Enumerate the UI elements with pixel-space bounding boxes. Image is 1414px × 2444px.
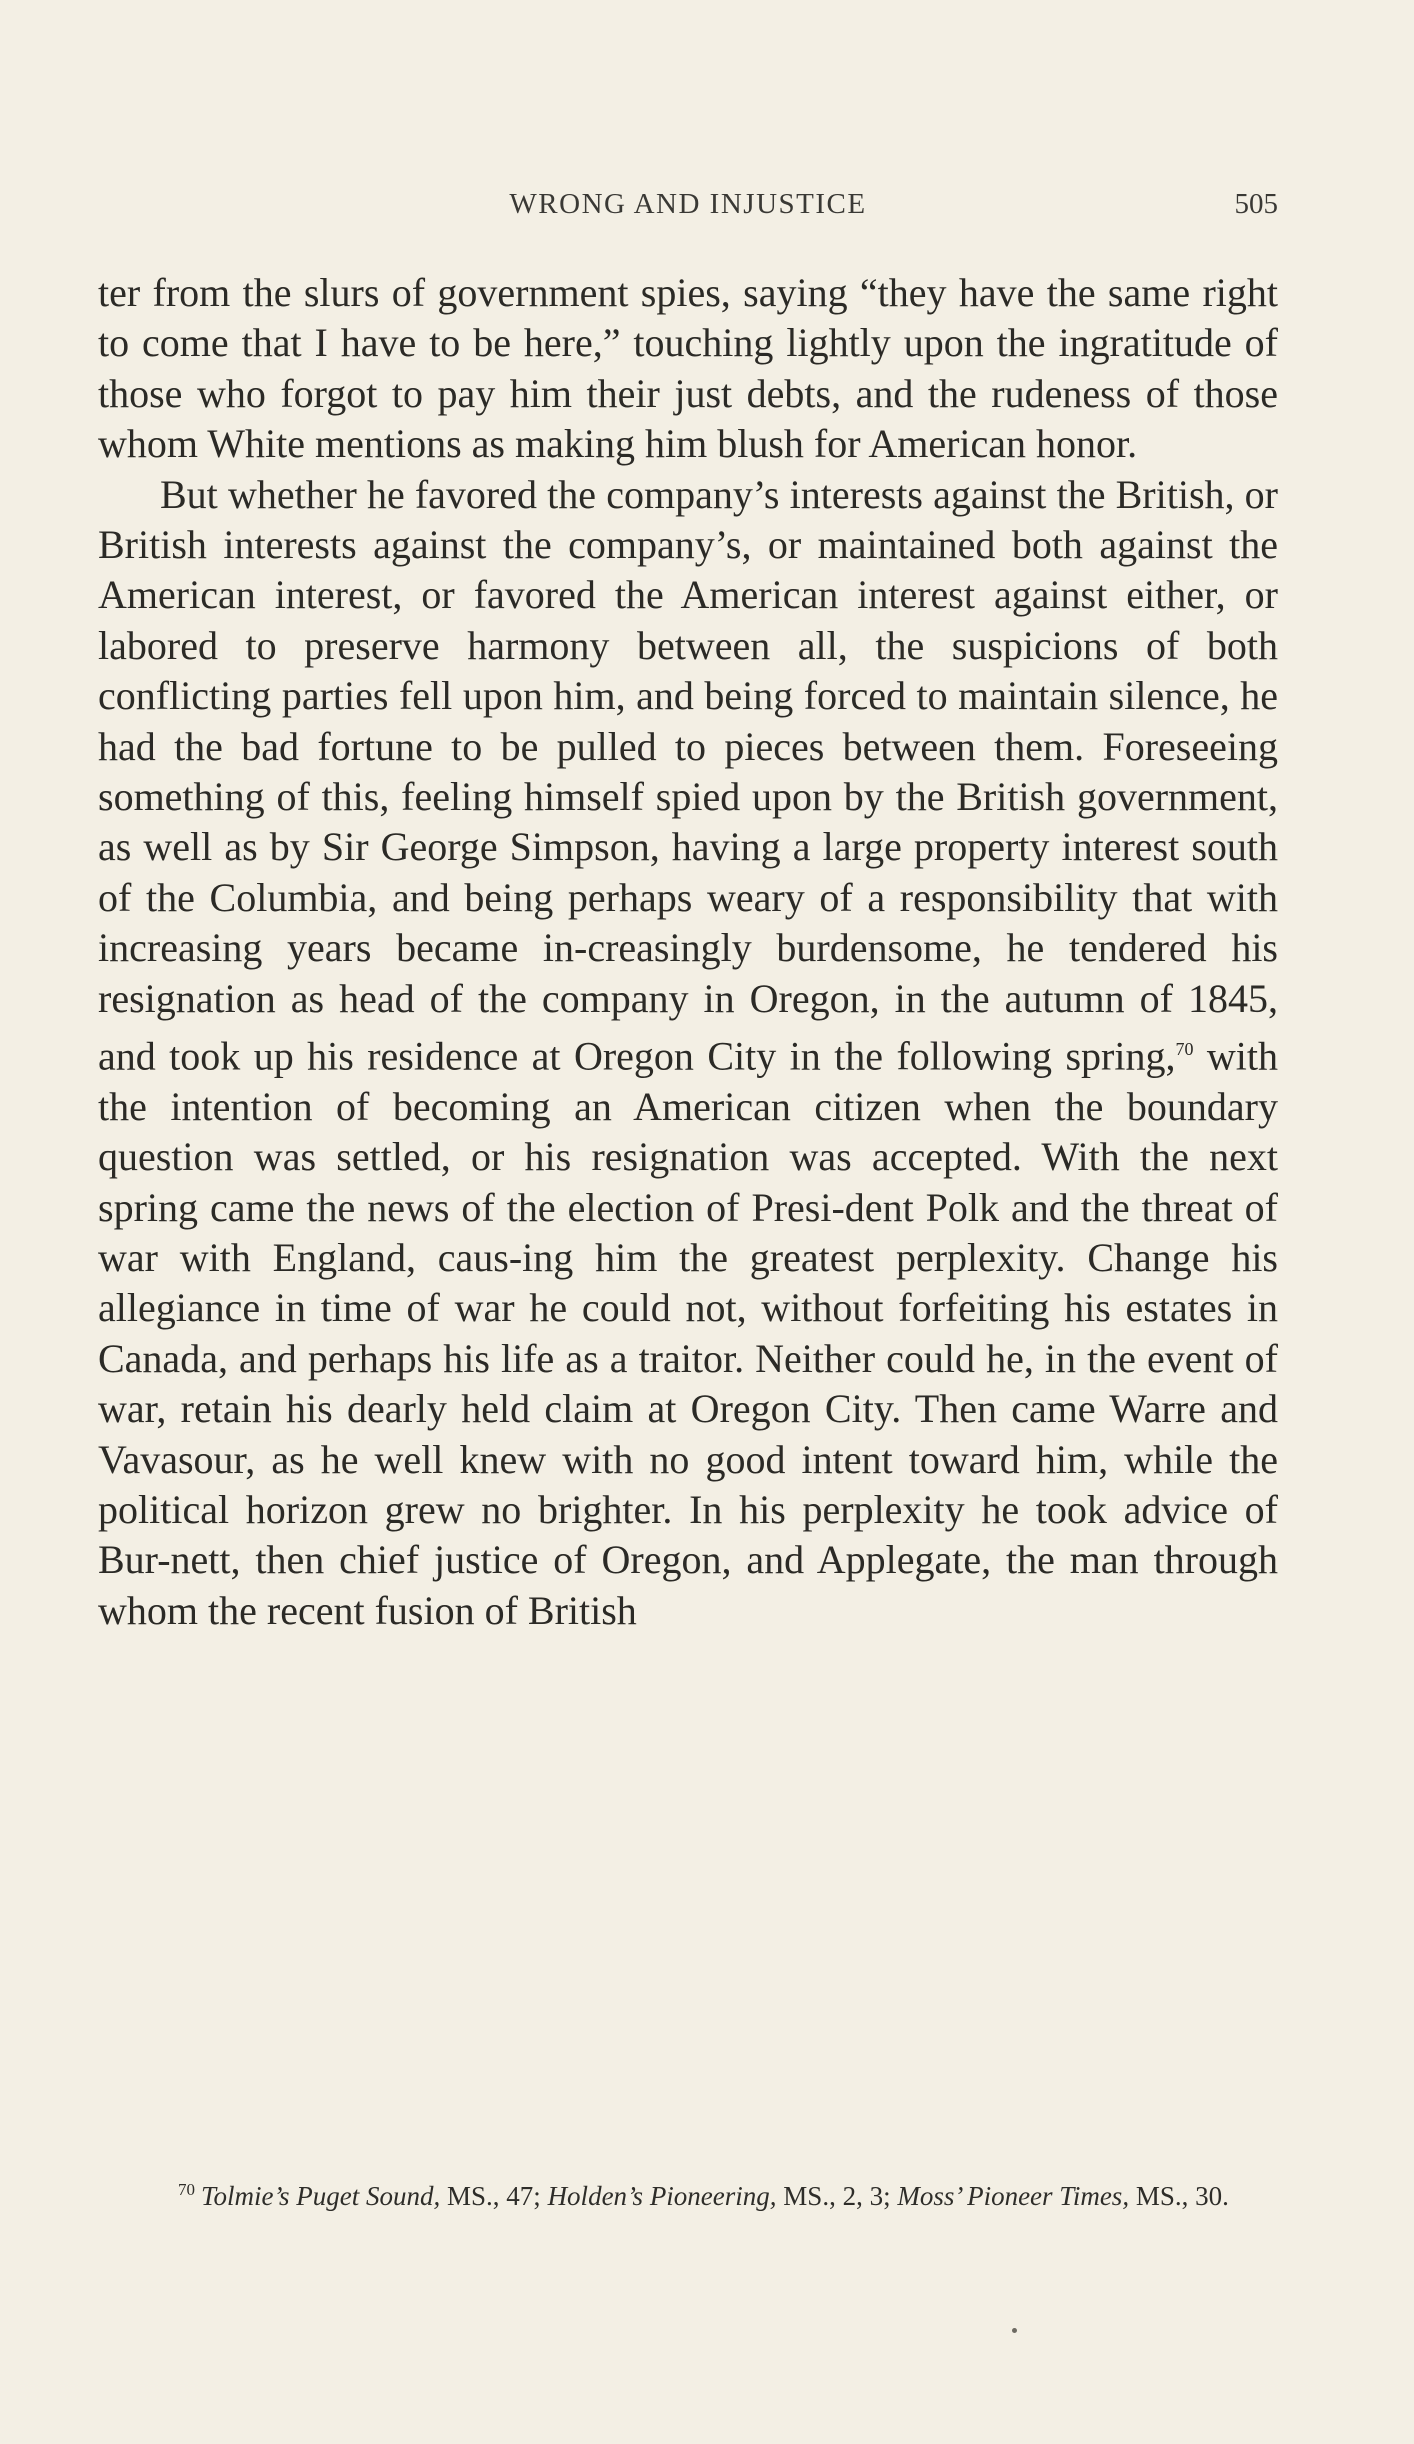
paragraph-main-part1: But whether he favored the company’s interests against the British, or British interests against the company’s, or maintained both against the American interest, or favored the American interest against either, or labored to preserve harmony between all, the suspicions of both conflicting parties fell upon him, and being forced to maintain silence, he had the bad fortune to be pulled to pieces between them. Foreseeing something of this, feeling himself spied upon by the British government, as well as by Sir George Simpson, having a large property interest south of the Columbia, and being perhaps weary of a responsibility that with increasing years became in-creasingly burdensome, he tendered his resignation as head of the company in Oregon, in the autumn of 1845, and took up his residence at Oregon City in the following spring, — [98, 471, 1278, 1079]
footnote — [98, 2172, 1278, 2214]
paragraph-main — [98, 470, 1278, 1637]
paragraph-main-part2: with the intention of becoming an American citizen when the boundary question was settled, or his resignation was accepted. With the next spring came the news of the election of Presi-dent Polk and the threat of war with England, caus-ing him the greatest perplexity. Change his allegiance in time of war he could not, without forfeiting his estates in Canada, and perhaps his life as a traitor. Neither could he, in the event of war, retain his dearly held claim at Oregon City. Then came Warre and Vavasour, as he well knew with no good intent toward him, while the political horizon grew no brighter. In his perplexity he took advice of Bur-nett, then chief justice of Oregon, and Applegate, the man through whom the recent fusion of British — [98, 1033, 1278, 1633]
footnote-reference: 70 — [1175, 1039, 1194, 1060]
footnote-source-2-title: Holden’s Pioneering, — [547, 2181, 777, 2211]
footnote-source-2-ref: MS., 2, 3; — [776, 2181, 898, 2211]
footnote-source-3-ref: MS., 30. — [1129, 2181, 1229, 2211]
paper-speck — [1012, 2328, 1017, 2333]
paragraph-continuation: ter from the slurs of government spies, saying “they have the same right to come that I have to be here,” touching lightly upon the ingratitude of those who forgot to pay him their just debts, and the rudeness of those whom White mentions as making him blush for American honor. — [98, 270, 1278, 467]
footnote-marker: 70 — [178, 2180, 195, 2199]
footnote-source-1-title: Tolmie’s Puget Sound, — [201, 2181, 441, 2211]
body-text — [98, 268, 1278, 1636]
footnote-source-1-ref: MS., 47; — [440, 2181, 548, 2211]
running-header — [98, 188, 1278, 228]
running-title: WRONG AND INJUSTICE — [509, 188, 867, 220]
footnote-source-3-title: Moss’ Pioneer Times, — [897, 2181, 1130, 2211]
page-number: 505 — [1234, 188, 1278, 220]
